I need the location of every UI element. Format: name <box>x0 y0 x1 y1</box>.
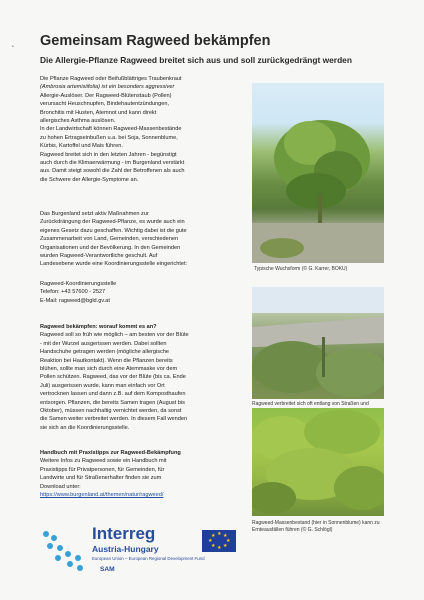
text-line: Ragweed breitet sich in den letzten Jahren - begünstigt <box>40 151 177 158</box>
text-line: vertrocknen lassen und dann z.B. auf dem Komposthaufen <box>40 391 186 398</box>
text-line: - mit der Wurzel ausgerissen werden. Dabei sollten <box>40 340 167 347</box>
photo-caption: Typische Wuchsform (© G. Karrer, BOKU) <box>254 266 348 272</box>
text-line: blühen, sollte man sich durch eine Atemmaske vor dem <box>40 366 178 373</box>
text-line: Zurückdrängung der Ragweed-Pflanze, es wurde auch ein <box>40 219 185 226</box>
text-line: Das Burgenland setzt aktiv Maßnahmen zur <box>40 211 149 217</box>
measures-text <box>40 210 248 269</box>
logo-fineprint: European Union – European Regional Development Fund <box>92 556 205 561</box>
contact-phone: Telefon: +43 57600 - 2527 <box>40 289 106 296</box>
text-line: eigenes Gesetz dazu geschaffen. Wichtig dabei ist die gute <box>40 227 187 234</box>
field-illustration <box>252 408 384 516</box>
text-line: aus. Damit steigt sowohl die Zahl der Betroffenen als auch <box>40 168 185 175</box>
text-line: Praxistipps für Privatpersonen, für Gemeinden, für <box>40 466 165 473</box>
roadside-photo <box>252 287 384 399</box>
page-title: Gemeinsam Ragweed bekämpfen <box>40 33 271 49</box>
section-heading: Handbuch mit Praxistipps zur Ragweed-Bekämpfung <box>40 450 181 456</box>
text-line: wurden Ragweed-Verantwortliche geschult. Auf <box>40 253 158 260</box>
ragweed-plant-photo <box>252 83 384 263</box>
fight-section <box>40 323 248 432</box>
text-line: (Ambrosia artemisiifolia) ist ein besonders aggressiver <box>40 84 175 91</box>
text-line: Organisationen und der Bevölkerung. In den Gemeinden <box>40 244 181 251</box>
text-line: Ragweed soll so früh wie möglich – am besten vor der Blüte <box>40 332 189 339</box>
handbook-section <box>40 449 248 499</box>
plant-illustration <box>252 83 384 263</box>
intro-text <box>40 75 248 184</box>
text-line: Kürbis, Kartoffel und Mais führen. <box>40 143 123 150</box>
page-mark: • <box>12 44 14 50</box>
download-link[interactable]: https://www.burgenland.at/themen/natur/ragweed/ <box>40 492 164 499</box>
text-line: Handschuhe getragen werden (mögliche allergische <box>40 349 170 356</box>
text-line: Die Pflanze Ragweed oder Beifußblättriges Traubenkraut <box>40 76 182 82</box>
interreg-logo <box>40 524 240 586</box>
text-line: Oktober), müssen nachhaltig vernichtet werden, da sonst <box>40 408 182 415</box>
text-line: Zusammenarbeit von Land, Gemeinden, verschiedenen <box>40 236 179 243</box>
field-photo <box>252 408 384 516</box>
text-line: Landesebene wurde eine Koordinierungsstelle eingerichtet: <box>40 261 188 268</box>
text-line: Bronchitis mit Husten, Atemnot und kann direkt <box>40 109 157 116</box>
text-line: auch durch die Klimaerwärmung - im Burgenland verstärkt <box>40 160 185 167</box>
text-line: entsorgen. Pflanzen, die bereits Samen tragen (August bis <box>40 399 185 406</box>
logo-region: Austria-Hungary <box>92 544 159 554</box>
page-subtitle: Die Allergie-Pflanze Ragweed breitet sich aus und soll zurückgedrängt werden <box>40 55 352 65</box>
eu-flag-icon: ★ ★ ★ ★ ★ ★ ★ ★ <box>202 530 236 552</box>
logo-project: SAM <box>100 566 115 573</box>
roadside-illustration <box>252 287 384 399</box>
text-line: allergisches Asthma auslösen. <box>40 118 116 125</box>
photo-caption: Ragweed verbreitet sich oft entlang von Straßen und <box>252 401 369 407</box>
text-line: Allergie-Auslöser. Der Ragweed-Blütenstaub (Pollen) <box>40 92 172 99</box>
text-line: Pollen schützen. Ragweed, das vor der Blüte (bis ca. Ende <box>40 374 186 381</box>
section-heading: Ragweed bekämpfen: worauf kommt es an? <box>40 324 157 330</box>
text-line: zu hohen Ertragseinbußen u.a. bei Soja, Sonnenblume, <box>40 134 178 141</box>
photo-caption: Ragweed-Massenbestand (hier in Sonnenblume) kann zu Ernteausfällen führen (© G. Schlögl) <box>252 520 380 533</box>
contact-email[interactable]: E-Mail: ragweed@bgld.gv.at <box>40 297 110 304</box>
text-line: sie sich an die Koordinierungsstelle. <box>40 424 130 431</box>
text-line: Juli) ausgerissen wurde, kann man einfach vor Ort <box>40 382 165 389</box>
text-line: In der Landwirtschaft können Ragweed-Massenbestände <box>40 126 182 133</box>
text-line: die Schwere der Allergie-Symptome an. <box>40 176 139 183</box>
logo-wordmark: Interreg <box>92 524 156 543</box>
text-line: Reaktion bei Hautkontakt). Wenn die Pflanzen bereits <box>40 357 173 364</box>
interreg-dots-icon <box>40 528 86 572</box>
text-line: verursacht Heuschnupfen, Bindehautentzündungen, <box>40 101 170 108</box>
text-line: Weitere Infos zu Ragweed sowie ein Handbuch mit <box>40 458 167 465</box>
contact-name: Ragweed-Koordinierungsstelle <box>40 281 117 287</box>
contact-block <box>40 280 248 305</box>
text-line: die Samen weiter verbreitet werden. In diesem Fall wenden <box>40 416 188 423</box>
text-line: Landwirte und für Straßenerhalter finden sie zum <box>40 475 162 482</box>
text-line: Download unter: <box>40 483 81 490</box>
